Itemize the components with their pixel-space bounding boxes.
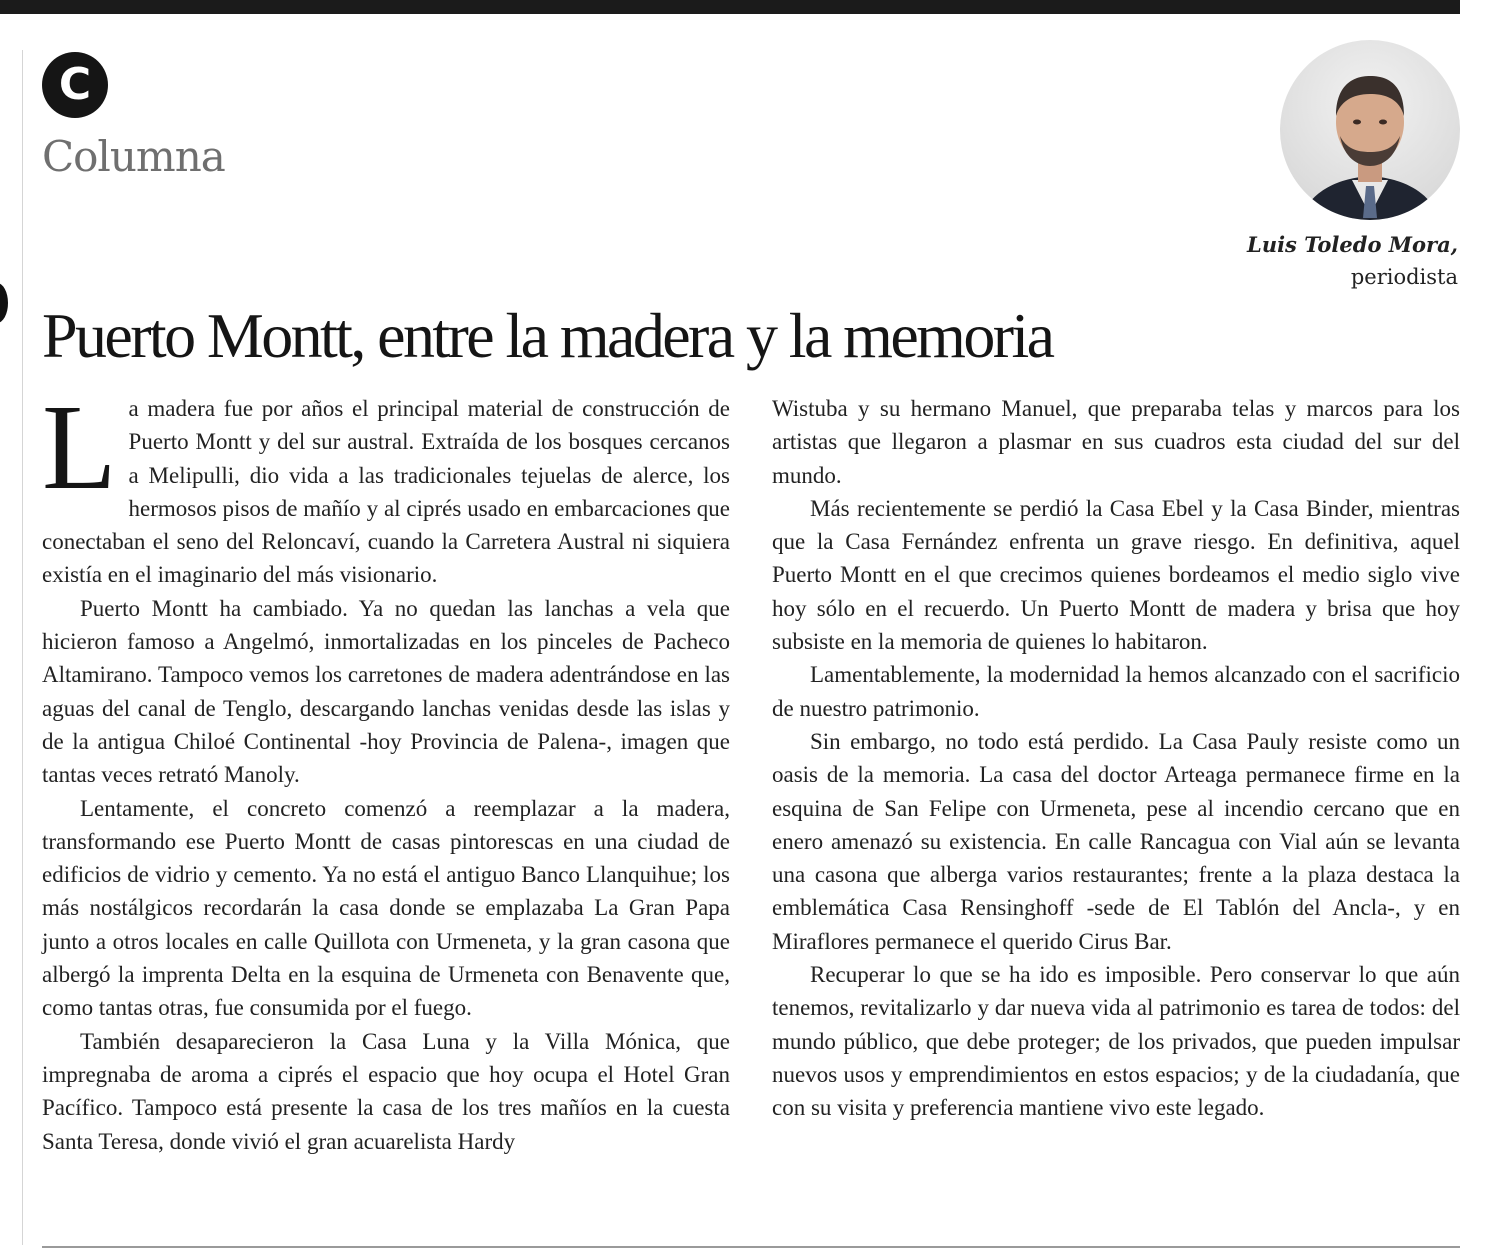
article-paragraph-text: a madera fue por años el principal material de construcción de Puerto Montt y del sur austral. Extraída de los bosques cercanos a Melipulli, dio vida a las tradicionales tejuelas de alerce, los hermosos pisos de mañío y al ciprés usado en embarcaciones que conectaban el seno del Reloncaví, cuando la Carretera Austral ni siquiera existía en el imaginario del más visionario. [42, 396, 730, 588]
article-paragraph: También desaparecieron la Casa Luna y la Villa Mónica, que impregnaba de aroma a ciprés el espacio que hoy ocupa el Hotel Gran Pacífico. Tampoco está presente la casa de los tres mañíos en la cuesta Santa Teresa, donde vivió el gran acuarelista Hardy [42, 1028, 730, 1154]
article-paragraph: Puerto Montt ha cambiado. Ya no quedan las lanchas a vela que hicieron famoso a Angelmó, inmortalizadas en los pinceles de Pacheco Altamirano. Tampoco vemos los carretones de madera adentrándose en las aguas del canal de Tenglo, descargando lanchas venidas desde las islas y de la antigua Chiloé Continental -hoy Provincia de Palena-, imagen que tantas veces retrató Manoly. [42, 595, 730, 788]
article-paragraph: Sin embargo, no todo está perdido. La Casa Pauly resiste como un oasis de la memoria. La casa del doctor Arteaga permanece firme en la esquina de San Felipe con Urmeneta, pese al incendio cercano que en enero amenazó su existencia. En calle Rancagua con Vial aún se levanta una casona que alberga varios restaurantes; frente a la plaza destaca la emblemática Casa Rensinghoff -sede de El Tablón del Ancla-, y en Miraflores permanece el querido Cirus Bar. [772, 728, 1460, 954]
section-label: Columna [42, 132, 225, 181]
headline: Puerto Montt, entre la madera y la memoria [42, 300, 1053, 371]
drop-cap: L [42, 380, 117, 515]
article-paragraph: Más recientemente se perdió la Casa Ebel y la Casa Binder, mientras que la Casa Fernández enfrenta un grave riesgo. En definitiva, aquel Puerto Montt en el que crecimos quienes bordeamos el medio siglo vive hoy sólo en el recuerdo. Un Puerto Montt de madera y brisa que hoy subsiste en la memoria de quienes lo habitaron. [772, 495, 1460, 655]
author-byline [1247, 228, 1458, 294]
column-badge-letter: C [58, 59, 92, 110]
bottom-rule [42, 1246, 1460, 1248]
column-badge [42, 52, 108, 118]
article-column-left [42, 380, 730, 1158]
page-edge-mark [0, 283, 8, 323]
author-role: periodista [1350, 265, 1458, 289]
article-paragraph: Lamentablemente, la modernidad la hemos alcanzado con el sacrificio de nuestro patrimonio. [772, 662, 1460, 721]
article-paragraph: Lentamente, el concreto comenzó a reemplazar a la madera, transformando ese Puerto Montt de casas pintorescas en una ciudad de edificios de vidrio y cemento. Ya no está el antiguo Banco Llanquihue; los más nostálgicos recordarán la casa donde se emplazaba La Gran Papa junto a otros locales en calle Quillota con Urmeneta, y la gran casona que albergó la imprenta Delta en la esquina de Urmeneta con Benavente que, como tantas otras, fue consumida por el fuego. [42, 795, 730, 1021]
left-margin-rule [22, 50, 23, 1245]
article-paragraph: Recuperar lo que se ha ido es imposible. Pero conservar lo que aún tenemos, revitalizarlo y dar nueva vida al patrimonio es tarea de todos: del mundo público, que debe proteger; de los privados, que pueden impulsar nuevos usos y emprendimientos en estos espacios; y de la ciudadanía, que con su visita y preferencia mantiene vivo este legado. [772, 962, 1460, 1121]
author-name: Luis Toledo Mora, [1247, 232, 1458, 257]
article-paragraph [42, 380, 730, 592]
top-rule [0, 0, 1460, 14]
author-portrait-icon [1280, 40, 1460, 220]
author-photo [1280, 40, 1460, 220]
article-paragraph: Wistuba y su hermano Manuel, que preparaba telas y marcos para los artistas que llegaron a plasmar en sus cuadros esta ciudad del sur del mundo. [772, 396, 1460, 488]
article-column-right [772, 392, 1460, 1125]
